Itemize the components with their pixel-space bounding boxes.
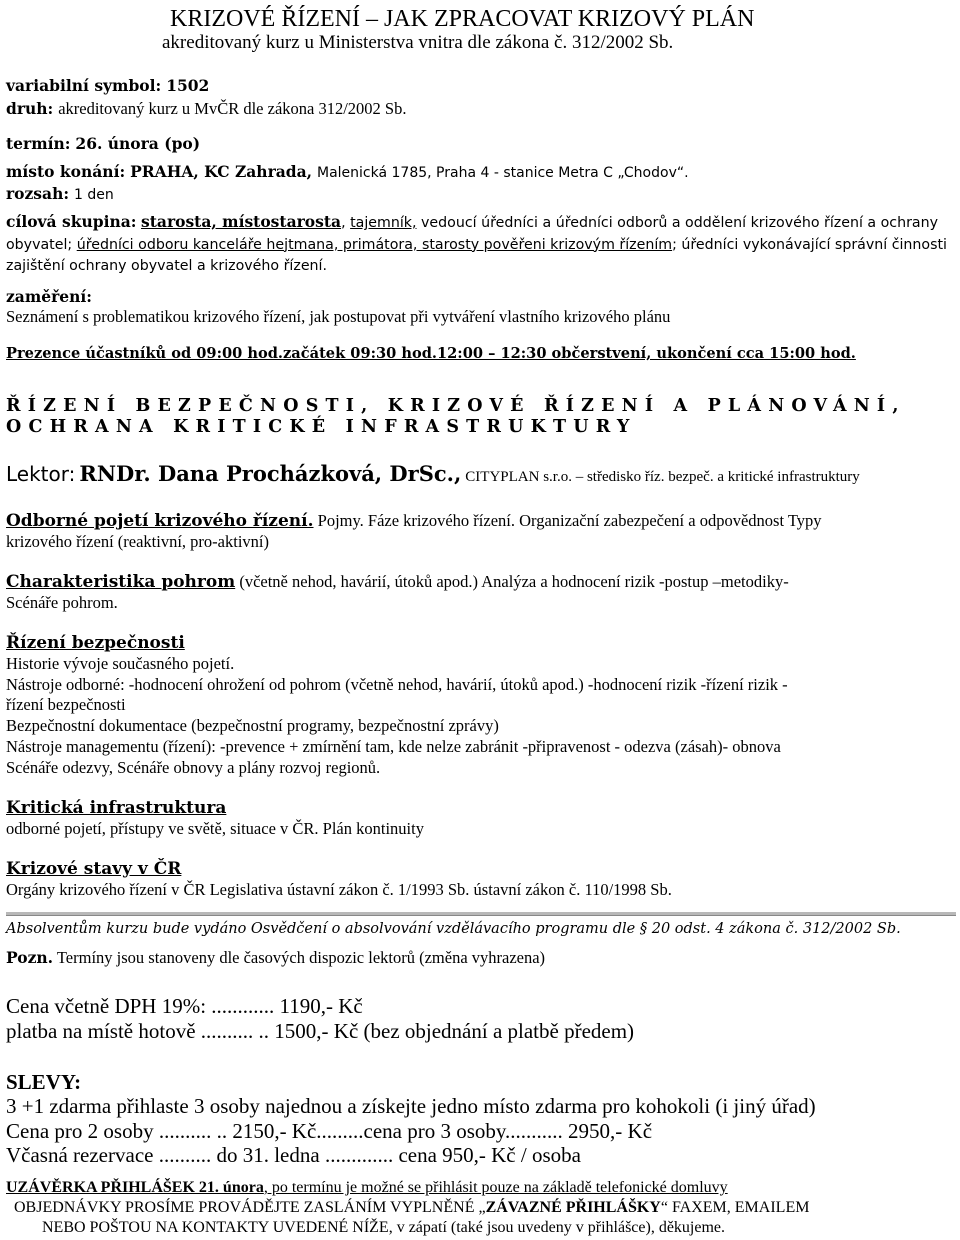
note-line	[6, 948, 545, 968]
section-safety-line-5: Nástroje managementu (řízení): -prevence + zmírnění tam, kde nelze zabránit -připravenost - odezva (zásah)- obnova	[6, 737, 781, 756]
duration-label: rozsah:	[6, 184, 70, 203]
variable-symbol-line	[6, 76, 209, 95]
focus-text: Seznámení s problematikou krizového řízení, jak postupovat při vytváření vlastního krizového plánu	[6, 307, 671, 326]
section-safety-line-1: Historie vývoje současného pojetí.	[6, 654, 235, 673]
order-text-1: OBJEDNÁVKY PROSÍME PROVÁDĚJTE ZASLÁNÍM VYPLNĚNÉ „	[14, 1199, 486, 1216]
lecturer-label: Lektor:	[6, 462, 76, 486]
venue-label: místo konání:	[6, 162, 126, 181]
target-group-officials: úředníci odboru kanceláře hejtmana, primátora, starosty pověřeni krizovým řízením	[76, 236, 673, 253]
order-form-name: ZÁVAZNÉ PŘIHLÁŠKY	[485, 1199, 661, 1216]
section-professional-concept-heading: Odborné pojetí krizového řízení.	[6, 511, 314, 531]
section-safety-line-6: Scénáře odezvy, Scénáře obnovy a plány rozvoj regionů.	[6, 758, 381, 777]
price-on-site: platba na místě hotově .......... .. 1500,- Kč (bez objednání a platbě předem)	[6, 1019, 635, 1043]
section-disasters	[6, 572, 789, 592]
section-safety-line-3: řízení bezpečnosti	[6, 695, 126, 714]
note-text: Termíny jsou stanoveny dle časových dispozic lektorů (změna vyhrazena)	[53, 948, 546, 967]
order-instructions-line-1	[14, 1199, 809, 1217]
horizontal-divider	[6, 912, 956, 916]
lecturer-organization: CITYPLAN s.r.o. – středisko říz. bezpeč. a kritické infrastruktury	[465, 469, 860, 485]
discount-line-3: Včasná rezervace .......... do 31. ledna ............. cena 950,- Kč / osoba	[6, 1143, 581, 1167]
section-safety-line-2: Nástroje odborné: -hodnocení ohrožení od pohrom (včetně nehod, havárií, útoků apod.) -hodnocení rizik -řízení rizik -	[6, 675, 788, 694]
certificate-note: Absolventům kurzu bude vydáno Osvědčení o absolvování vzdělávacího programu dle § 20 odst. 4 zákona č. 312/2002 Sb.	[6, 921, 901, 937]
section-disasters-line-2: Scénáře pohrom.	[6, 593, 118, 612]
section-disasters-heading: Charakteristika pohrom	[6, 572, 236, 592]
target-group-text-1: vedoucí úředníci a úředníci odborů a oddělení krizového řízení a ochrany obyvatel;	[6, 215, 939, 253]
deadline-label: UZÁVĚRKA PŘIHLÁŠEK 21. února	[6, 1179, 264, 1196]
course-type-value: akreditovaný kurz u MvČR dle zákona 312/2002 Sb.	[58, 99, 407, 118]
variable-symbol-label: variabilní symbol:	[6, 76, 162, 95]
discount-line-2: Cena pro 2 osoby .......... .. 2150,- Kč.........cena pro 3 osoby........... 2950,- Kč	[6, 1119, 653, 1143]
date-label: termín:	[6, 134, 71, 153]
discount-line-1: 3 +1 zdarma přihlaste 3 osoby najednou a získejte jedno místo zdarma pro kohokoli (i jiný úřad)	[6, 1094, 816, 1118]
focus-label-text: zaměření:	[6, 287, 93, 306]
venue-city: PRAHA, KC Zahrada,	[130, 162, 313, 181]
duration-value: 1 den	[74, 187, 114, 203]
section-disasters-text: (včetně nehod, havárií, útoků apod.) Analýza a hodnocení rizik -postup –metodiky-	[235, 572, 789, 591]
target-group-text-2: ; úředníci vykonávající správní činnosti zajištění ochrany obyvatel a krizového řízení.	[6, 236, 947, 274]
date-value: 26. února (po)	[75, 134, 201, 153]
course-type-label: druh:	[6, 99, 54, 118]
date-line	[6, 134, 200, 153]
deadline-line	[6, 1179, 728, 1197]
section-safety-heading: Řízení bezpečnosti	[6, 633, 185, 653]
topic-line-1: ŘÍZENÍ BEZPEČNOSTI, KRIZOVÉ ŘÍZENÍ A PLÁNOVÁNÍ,	[6, 396, 906, 416]
target-group-mayors: starosta, místostarosta	[141, 212, 342, 231]
lecturer-name: RNDr. Dana Procházková, DrSc.,	[79, 461, 462, 486]
price-incl-vat: Cena včetně DPH 19%: ............ 1190,- Kč	[6, 994, 363, 1018]
discounts-heading: SLEVY:	[6, 1070, 82, 1094]
section-professional-concept-line-2: krizového řízení (reaktivní, pro-aktivní)	[6, 532, 269, 551]
section-crisis-states-heading: Krizové stavy v ČR	[6, 859, 182, 879]
target-group-secretary: tajemník,	[350, 215, 417, 231]
schedule-line: Prezence účastníků od 09:00 hod.začátek 09:30 hod.12:00 – 12:30 občerstvení, ukončení cca 15:00 hod.	[6, 345, 856, 362]
document-subtitle: akreditovaný kurz u Ministerstva vnitra dle zákona č. 312/2002 Sb.	[162, 32, 674, 53]
course-type-line	[6, 99, 406, 119]
order-text-2: “ FAXEM, EMAILEM	[660, 1199, 810, 1216]
deadline-text: , po termínu je možné se přihlásit pouze na základě telefonické domluvy	[263, 1179, 728, 1196]
duration-line	[6, 184, 114, 203]
target-group-label: cílová skupina:	[6, 212, 137, 231]
topic-line-2: OCHRANA KRITICKÉ INFRASTRUKTURY	[6, 417, 637, 437]
document-title: KRIZOVÉ ŘÍZENÍ – JAK ZPRACOVAT KRIZOVÝ PLÁN	[170, 6, 755, 32]
section-infrastructure-line-1: odborné pojetí, přístupy ve světě, situace v ČR. Plán kontinuity	[6, 819, 424, 838]
section-professional-concept	[6, 511, 822, 531]
lecturer-line	[6, 461, 860, 486]
section-infrastructure-heading: Kritická infrastruktura	[6, 798, 227, 818]
section-crisis-states-line-1: Orgány krizového řízení v ČR Legislativa ústavní zákon č. 1/1993 Sb. ústavní zákon č. 110/1998 Sb.	[6, 880, 672, 899]
target-group-paragraph	[6, 211, 951, 278]
note-label: Pozn.	[6, 948, 54, 967]
section-safety-line-4: Bezpečnostní dokumentace (bezpečnostní programy, bezpečnostní zprávy)	[6, 716, 499, 735]
venue-line	[6, 162, 689, 181]
variable-symbol-value: 1502	[166, 76, 210, 95]
order-instructions-line-2: NEBO POŠTOU NA KONTAKTY UVEDENÉ NÍŽE, v zápatí (také jsou uvedeny v přihlášce), děkujeme.	[42, 1219, 726, 1236]
target-group-sep: ,	[341, 215, 351, 231]
section-professional-concept-text: Pojmy. Fáze krizového řízení. Organizační zabezpečení a odpovědnost Typy	[313, 511, 822, 530]
venue-address: Malenická 1785, Praha 4 - stanice Metra C „Chodov“.	[317, 165, 689, 181]
focus-label	[6, 287, 92, 306]
